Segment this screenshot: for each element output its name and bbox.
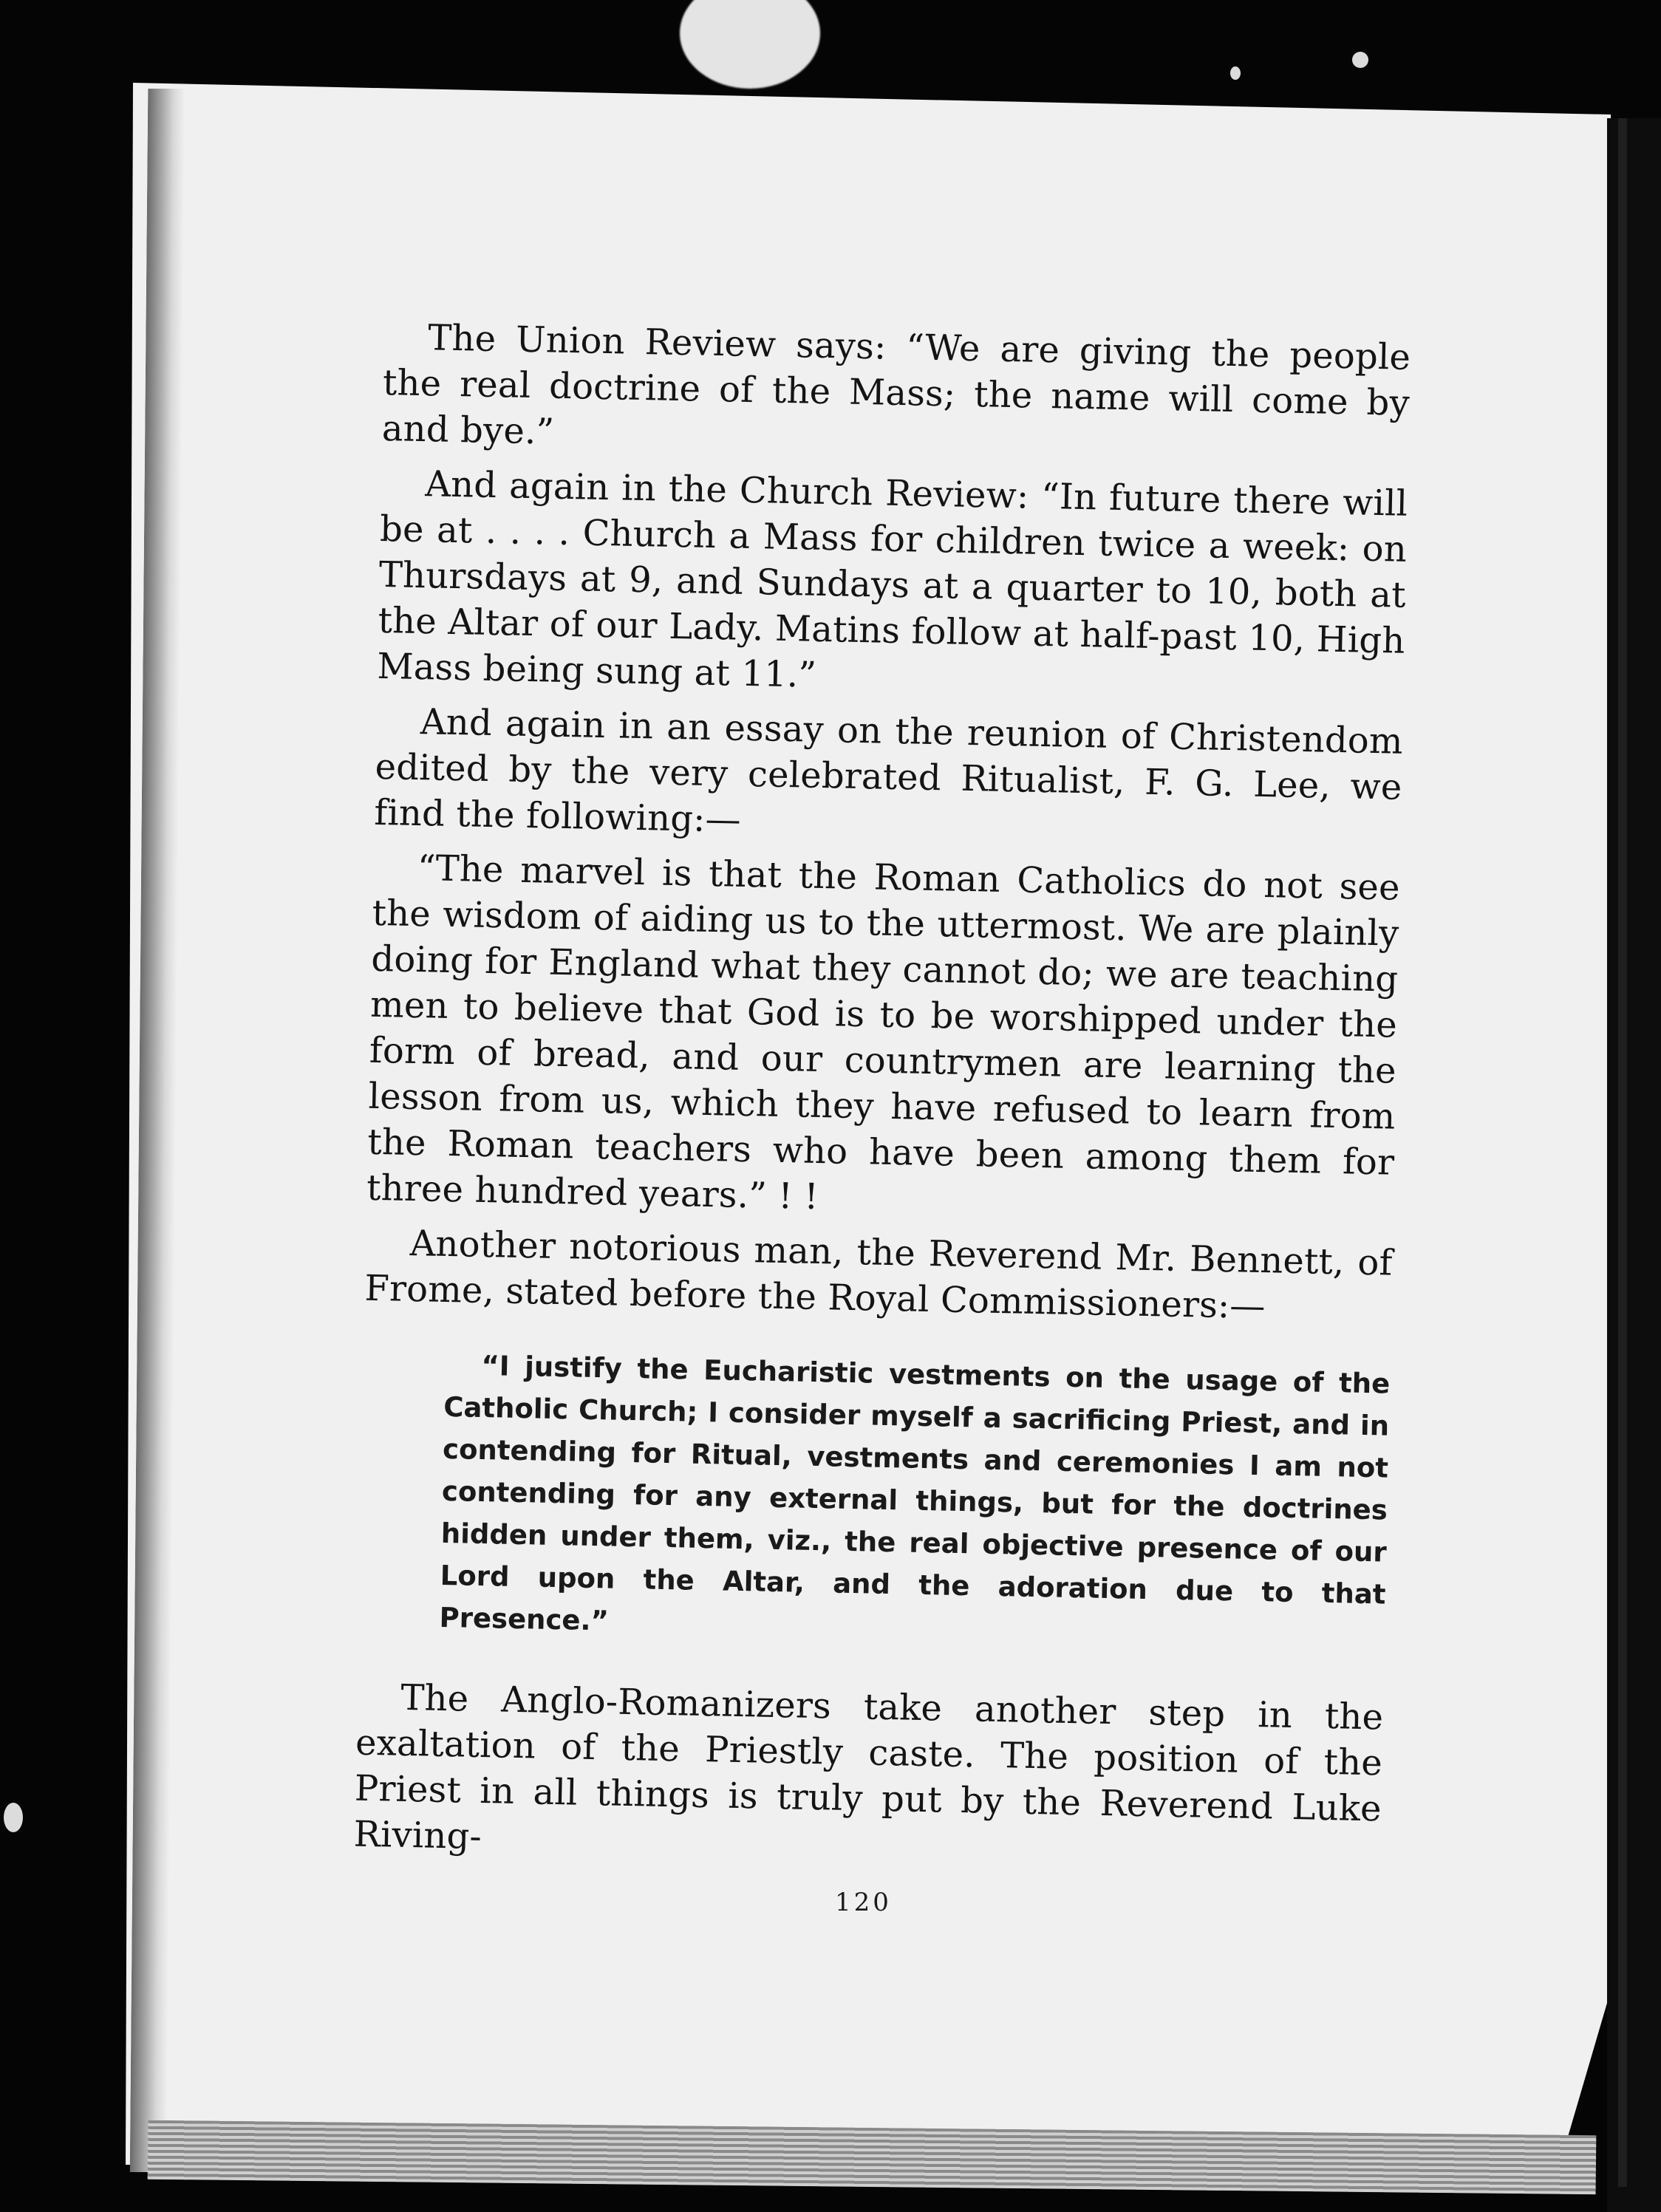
film-artifact — [680, 0, 820, 89]
closing-paragraph: The Anglo-Romanizers take another step in the exaltation of the Priestly caste. The position of the Priest in all things is truly put by the Reverend Luke Riving- — [353, 1676, 1384, 1858]
page-number: 120 — [835, 1888, 892, 1917]
film-speck — [4, 1803, 23, 1832]
page-edge-line — [1618, 118, 1627, 2187]
film-speck — [1230, 66, 1241, 80]
page-edge-right — [1607, 118, 1661, 2212]
paragraph: The Union Review says: “We are giving the people the real doctrine of the Mass; the name will come by and bye.” — [381, 317, 1411, 453]
paragraph: And again in the Church Review: “In future there will be at . . . . Church a Mass for children twice a week: on Thursdays at 9, and Sundays at a quarter to 10, both at the Altar of our Lady. Matins follow at half-past 10, High Mass being sung at 11.” — [376, 463, 1408, 696]
text-block — [353, 314, 1411, 1877]
paragraph: Another notorious man, the Reverend Mr. Bennett, of Frome, stated before the Royal Commissioners:— — [364, 1222, 1394, 1328]
block-quote: “I justify the Eucharistic vestments on the usage of the Catholic Church; I consider myself a sacrificing Priest, and in contending for Ritual, vestments and ceremonies I am not contending for any external things, but for the doctrines hidden under them, viz., the real objective presence of our Lord upon the Altar, and the adoration due to that Presence.” — [439, 1349, 1391, 1637]
paragraph: “The marvel is that the Roman Catholics do not see the wisdom of aiding us to the uttermost. We are plainly doing for England what they cannot do; we are teaching men to believe that God is to be worshipped under the form of bread, and our countrymen are learning the lesson from us, which they have refused to learn from the Roman teachers who have been among them for three hundred years.” ! ! — [366, 847, 1401, 1218]
film-speck — [1352, 52, 1368, 68]
paragraph: And again in an essay on the reunion of Christendom edited by the very celebrated Ritualist, F. G. Lee, we find the following:— — [373, 701, 1404, 841]
